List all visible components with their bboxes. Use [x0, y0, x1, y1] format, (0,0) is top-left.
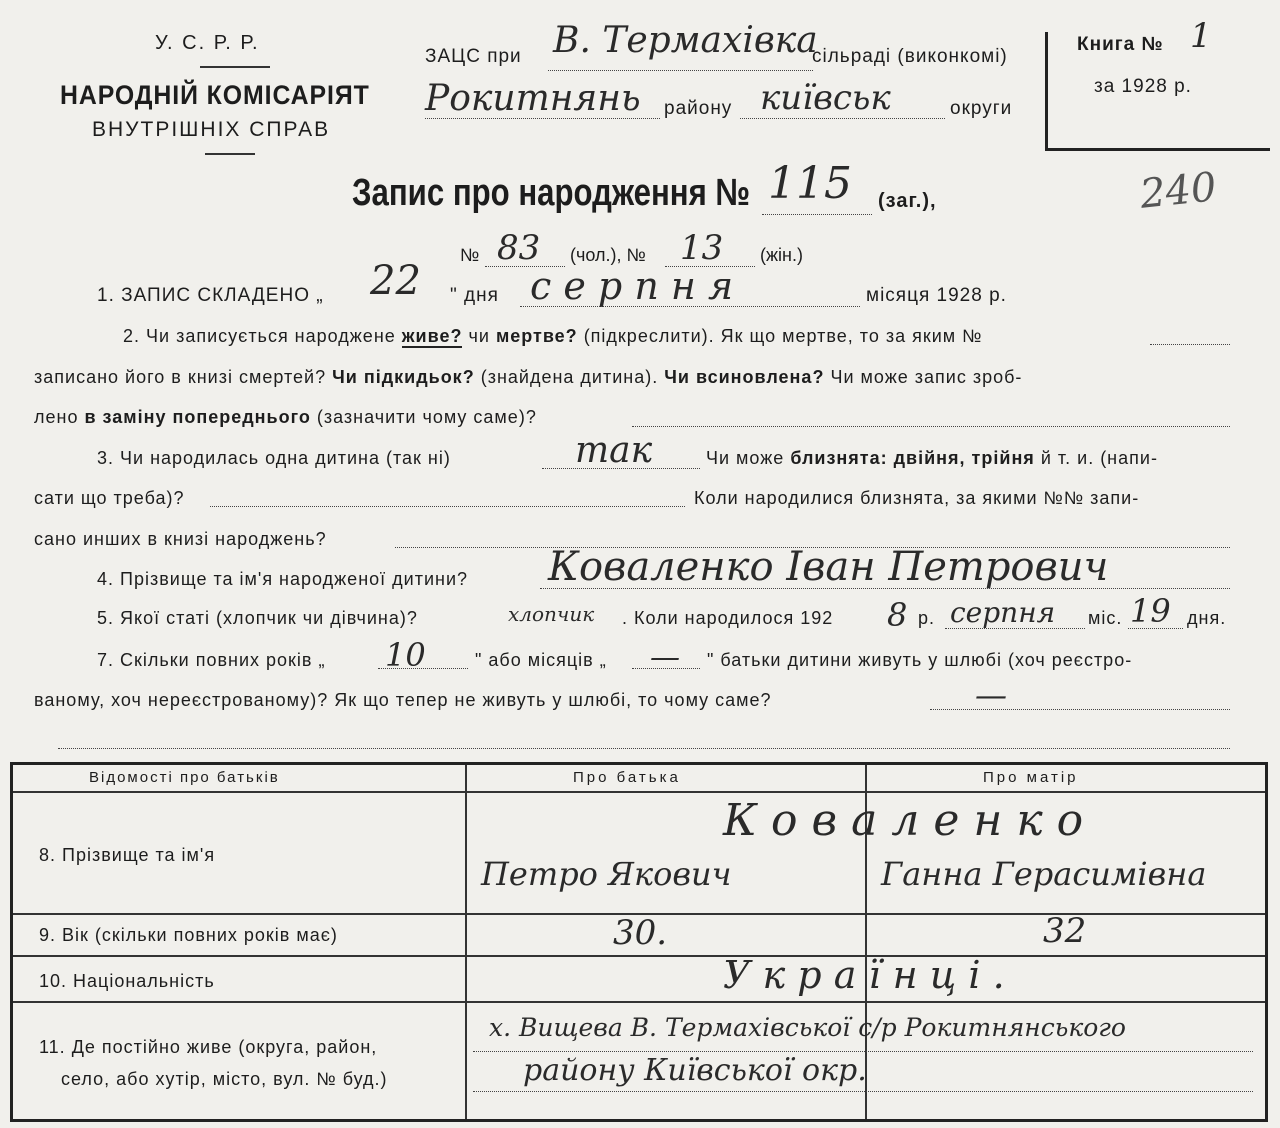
- q3-line2a: сати що треба)?: [34, 488, 185, 508]
- district-line: [425, 118, 660, 119]
- women-number-handwritten: 13: [680, 228, 724, 268]
- men-number-handwritten: 83: [497, 228, 541, 268]
- row11-dots-1: [473, 1051, 1253, 1052]
- q1-day-label: " дня: [450, 285, 499, 306]
- q1-day-handwritten: 22: [370, 258, 421, 304]
- q5-sex-handwritten: хлопчик: [508, 602, 595, 626]
- q7-line1b: " або місяців „: [475, 650, 607, 670]
- table-header-father: Про батька: [573, 769, 681, 786]
- q5-born: . Коли народилося 192: [622, 608, 834, 628]
- q2-replace: в заміну попереднього: [84, 407, 311, 427]
- q7-months-line: [632, 668, 700, 669]
- row11-dots-2: [473, 1091, 1253, 1092]
- q5-r: р.: [918, 608, 936, 628]
- q7-answer-handwritten: —: [975, 676, 1007, 714]
- q5-day-handwritten: 19: [1130, 592, 1171, 630]
- row11-residence-handwritten-2: району Київської окр.: [523, 1053, 867, 1088]
- okrug-label: округи: [950, 98, 1013, 119]
- row10-nationality-handwritten: У к р а ї н ц і .: [723, 953, 1005, 997]
- record-suffix: (заг.),: [878, 190, 937, 212]
- row9-label: 9. Вік (скільки повних років має): [39, 925, 338, 945]
- q7-months-handwritten: —: [650, 640, 680, 675]
- q7-extra-line: [58, 748, 1230, 749]
- q3-etc: й т. и. (напи-: [1040, 448, 1158, 468]
- record-number-line: [762, 214, 872, 215]
- q2-text-a: 2. Чи записується народжене: [123, 326, 396, 346]
- row8-mother-name-handwritten: Ганна Герасимівна: [881, 855, 1207, 893]
- q1-month-line: [520, 306, 860, 307]
- q2-dead: мертве?: [495, 326, 578, 346]
- parents-info-table: [10, 762, 1268, 1122]
- women-label: (жін.): [760, 245, 803, 265]
- record-title: Запис про народження №: [352, 172, 751, 214]
- row9-mother-age-handwritten: 32: [1043, 911, 1087, 951]
- record-number-handwritten: 115: [768, 158, 852, 209]
- q7-line1c: " батьки дитини живуть у шлюбі (хоч реєстро-: [707, 650, 1133, 670]
- men-prefix: №: [460, 245, 480, 265]
- table-row-divider-header: [13, 791, 1265, 793]
- q5-month-handwritten: серпня: [950, 596, 1056, 629]
- q2-lenno: лено: [34, 407, 79, 427]
- book-box-border: [1045, 32, 1048, 150]
- book-number-handwritten: 1: [1190, 16, 1212, 56]
- q3-line2b: Коли народилися близнята, за якими №№ запи-: [694, 488, 1140, 508]
- q7-years-handwritten: 10: [385, 636, 426, 674]
- divider-short-2: [205, 153, 255, 155]
- table-header-parents: Відомості про батьків: [89, 769, 280, 786]
- row8-label: 8. Прізвище та ім'я: [39, 845, 216, 865]
- q2-alive: живе?: [401, 326, 463, 346]
- q7-line2: ваному, хоч нереєстрованому)? Як що тепер не живуть у шлюбі, то чому саме?: [34, 690, 772, 710]
- q4-line: [540, 588, 1230, 589]
- q7-answer-line: [930, 709, 1230, 710]
- q5-month-line: [945, 628, 1085, 629]
- q2-why: (зазначити чому саме)?: [316, 407, 537, 427]
- district-handwritten: Рокитнянь: [425, 78, 641, 119]
- row11-residence-handwritten-1: х. Вищева В. Термахівської с/р Рокитнянського: [489, 1013, 1126, 1042]
- q2-adopted: Чи всиновлена?: [664, 367, 825, 387]
- q5-year-handwritten: 8: [887, 596, 908, 634]
- book-box-bottom: [1045, 148, 1270, 151]
- row11-label-1: 11. Де постійно живе (округа, район,: [39, 1037, 378, 1057]
- q5-mis: міс.: [1088, 608, 1123, 628]
- row8-father-name-handwritten: Петро Якович: [481, 855, 732, 893]
- q2-rest: (підкреслити). Як що мертве, то за яким №: [583, 326, 983, 346]
- table-row-divider-10: [13, 1001, 1265, 1003]
- q3-twins: близнята: двійня, трійня: [790, 448, 1035, 468]
- okrug-line: [740, 118, 945, 119]
- q3-maybe: Чи може: [706, 448, 785, 468]
- q5-label: 5. Якої статі (хлопчик чи дівчина)?: [97, 608, 418, 628]
- q2-or: чи: [468, 326, 490, 346]
- q2-line2: [34, 367, 1022, 388]
- q7-years-line: [378, 668, 468, 669]
- q2-found-child: (знайдена дитина).: [480, 367, 659, 387]
- table-col-divider-1: [465, 765, 467, 1119]
- commissariat-heading: НАРОДНІЙ КОМІСАРІЯТ: [60, 80, 370, 110]
- q2-deaths-text: записано його в книзі смертей?: [34, 367, 327, 387]
- village-handwritten: В. Термахівка: [553, 20, 818, 61]
- margin-note-handwritten: 240: [1137, 164, 1219, 218]
- ussr-heading: У. С. Р. Р.: [155, 32, 260, 54]
- divider-short: [200, 66, 270, 68]
- q2-replace-q: Чи може запис зроб-: [830, 367, 1023, 387]
- zags-prefix: ЗАЦС при: [425, 46, 522, 67]
- q3-line1-rest: [706, 448, 1158, 469]
- book-year: за 1928 р.: [1094, 76, 1192, 97]
- row11-label-2: село, або хутір, місто, вул. № буд.): [61, 1069, 388, 1089]
- q1-label: 1. ЗАПИС СКЛАДЕНО „: [97, 285, 324, 306]
- q2-line3: [34, 407, 537, 428]
- q3-line2-dots: [210, 506, 685, 507]
- district-label: району: [664, 98, 733, 119]
- q7-line1a: 7. Скільки повних років „: [97, 650, 326, 670]
- q3-answer-handwritten: так: [575, 430, 653, 471]
- table-row-divider-9: [13, 955, 1265, 957]
- village-line: [548, 70, 813, 71]
- council-suffix: сільраді (виконкомі): [812, 46, 1008, 67]
- q5-day-line: [1128, 628, 1183, 629]
- row9-father-age-handwritten: 30.: [613, 913, 668, 953]
- q1-month-handwritten: с е р п н я: [530, 264, 734, 308]
- q2-line1: [123, 326, 982, 347]
- book-label: Книга №: [1077, 34, 1164, 55]
- q4-child-name-handwritten: Коваленко Іван Петрович: [548, 544, 1109, 590]
- q3-line3: сано инших в книзі народжень?: [34, 529, 327, 549]
- q2-line1-dots: [1150, 344, 1230, 345]
- row10-label: 10. Національність: [39, 971, 215, 991]
- q2-line3-dots: [632, 426, 1230, 427]
- q5-dnya: дня.: [1187, 608, 1227, 628]
- okrug-handwritten: київськ: [760, 78, 891, 118]
- men-label: (чол.), №: [570, 245, 646, 265]
- row8-surname-handwritten: К о в а л е н к о: [723, 795, 1084, 846]
- q3-answer-line: [542, 468, 700, 469]
- q3-line1a: 3. Чи народилась одна дитина (так ні): [97, 448, 451, 468]
- q1-year-label: місяця 1928 р.: [866, 285, 1007, 306]
- table-header-mother: Про матір: [983, 769, 1079, 786]
- q2-foundling: Чи підкидьок?: [332, 367, 475, 387]
- q4-label: 4. Прізвище та ім'я народженої дитини?: [97, 569, 469, 589]
- internal-affairs-heading: ВНУТРІШНІХ СПРАВ: [92, 118, 331, 141]
